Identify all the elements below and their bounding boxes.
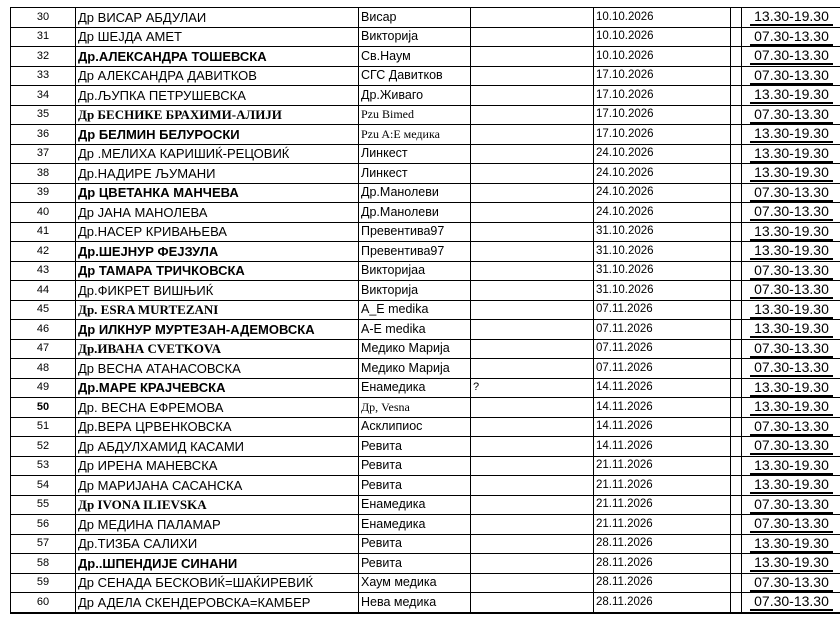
doctor-name: Др ЦВЕТАНКА МАНЧЕВА — [76, 183, 359, 203]
table-row[interactable] — [11, 320, 840, 340]
note-cell — [471, 47, 594, 67]
duty-shift — [742, 66, 840, 86]
row-number: 48 — [11, 359, 76, 379]
schedule-body — [11, 8, 840, 613]
duty-shift-text: 07.30-13.30 — [750, 184, 833, 202]
duty-date: 21.11.2026 — [594, 476, 731, 496]
row-number: 43 — [11, 261, 76, 281]
duty-shift-text: 07.30-13.30 — [750, 203, 833, 221]
note-cell — [471, 495, 594, 515]
spacer-cell — [731, 320, 742, 340]
table-row[interactable] — [11, 417, 840, 437]
doctor-name: Др.ФИКРЕТ ВИШЊИЌ — [76, 281, 359, 301]
row-number: 41 — [11, 222, 76, 242]
spacer-cell — [731, 495, 742, 515]
institution: Енамедика — [359, 515, 471, 535]
institution: Викторија — [359, 281, 471, 301]
duty-date: 28.11.2026 — [594, 534, 731, 554]
duty-date: 17.10.2026 — [594, 105, 731, 125]
note-cell — [471, 534, 594, 554]
note-cell — [471, 437, 594, 457]
duty-shift-text: 13.30-19.30 — [750, 476, 833, 494]
duty-date: 17.10.2026 — [594, 86, 731, 106]
row-number: 36 — [11, 125, 76, 145]
duty-date: 17.10.2026 — [594, 66, 731, 86]
spacer-cell — [731, 222, 742, 242]
doctor-name: Др.ИВАНА CVETKOVA — [76, 339, 359, 359]
row-number: 31 — [11, 27, 76, 47]
note-cell — [471, 417, 594, 437]
spacer-cell — [731, 398, 742, 418]
spacer-cell — [731, 417, 742, 437]
row-number: 59 — [11, 573, 76, 593]
doctor-name: Др..ШПЕНДИЈЕ СИНАНИ — [76, 554, 359, 574]
spacer-cell — [731, 281, 742, 301]
row-number: 52 — [11, 437, 76, 457]
duty-shift — [742, 86, 840, 106]
table-row[interactable] — [11, 66, 840, 86]
doctor-name: Др ТАМАРА ТРИЧКОВСКА — [76, 261, 359, 281]
table-row[interactable] — [11, 47, 840, 67]
duty-shift-text: 07.30-13.30 — [750, 262, 833, 280]
duty-date: 21.11.2026 — [594, 495, 731, 515]
spacer-cell — [731, 554, 742, 574]
duty-shift-text: 07.30-13.30 — [750, 340, 833, 358]
duty-shift — [742, 573, 840, 593]
duty-shift-text: 13.30-19.30 — [750, 164, 833, 182]
duty-shift-text: 13.30-19.30 — [750, 8, 833, 26]
institution: Медико Марија — [359, 339, 471, 359]
table-row[interactable] — [11, 398, 840, 418]
doctor-name: Др.ШЕЈНУР ФЕЈЗУЛА — [76, 242, 359, 262]
institution: Др.Манолеви — [359, 203, 471, 223]
note-cell — [471, 359, 594, 379]
doctor-name: Др БЕСНИКЕ БРАХИМИ-АЛИЈИ — [76, 105, 359, 125]
institution: Pzu Bimed — [359, 105, 471, 125]
note-cell — [471, 593, 594, 613]
institution: СГС Давитков — [359, 66, 471, 86]
duty-date: 07.11.2026 — [594, 359, 731, 379]
duty-date: 31.10.2026 — [594, 281, 731, 301]
duty-shift-text: 07.30-13.30 — [750, 359, 833, 377]
duty-shift — [742, 242, 840, 262]
note-cell — [471, 515, 594, 535]
spacer-cell — [731, 27, 742, 47]
note-cell — [471, 573, 594, 593]
institution: Ревита — [359, 437, 471, 457]
doctor-name: Др.ЉУПКА ПЕТРУШЕВСКА — [76, 86, 359, 106]
institution: Викторијаа — [359, 261, 471, 281]
table-row[interactable] — [11, 242, 840, 262]
doctor-name: Др ВЕСНА АТАНАСОВСКА — [76, 359, 359, 379]
duty-shift — [742, 27, 840, 47]
table-row[interactable] — [11, 339, 840, 359]
institution: Енамедика — [359, 495, 471, 515]
institution: A_E medika — [359, 300, 471, 320]
doctor-name: Др. ВЕСНА ЕФРЕМОВА — [76, 398, 359, 418]
duty-shift — [742, 359, 840, 379]
institution: Ревита — [359, 554, 471, 574]
duty-shift — [742, 261, 840, 281]
spacer-cell — [731, 183, 742, 203]
row-number: 35 — [11, 105, 76, 125]
row-number: 47 — [11, 339, 76, 359]
spacer-cell — [731, 164, 742, 184]
table-row[interactable] — [11, 456, 840, 476]
duty-shift — [742, 183, 840, 203]
duty-shift-text: 13.30-19.30 — [750, 125, 833, 143]
spacer-cell — [731, 47, 742, 67]
note-cell — [471, 456, 594, 476]
row-number: 54 — [11, 476, 76, 496]
duty-date: 31.10.2026 — [594, 222, 731, 242]
duty-shift-text: 13.30-19.30 — [750, 398, 833, 416]
doctor-name: Др. ESRA MURTEZANI — [76, 300, 359, 320]
duty-shift — [742, 47, 840, 67]
doctor-name: Др IVONA ILIEVSKA — [76, 495, 359, 515]
spacer-cell — [731, 437, 742, 457]
duty-shift-text: 07.30-13.30 — [750, 515, 833, 533]
row-number: 40 — [11, 203, 76, 223]
institution: Линкест — [359, 144, 471, 164]
table-row[interactable] — [11, 495, 840, 515]
duty-date: 28.11.2026 — [594, 573, 731, 593]
row-number: 56 — [11, 515, 76, 535]
spacer-cell — [731, 456, 742, 476]
duty-date: 14.11.2026 — [594, 398, 731, 418]
spacer-cell — [731, 339, 742, 359]
duty-shift — [742, 144, 840, 164]
row-number: 57 — [11, 534, 76, 554]
duty-shift — [742, 320, 840, 340]
institution: Pzu A:E медика — [359, 125, 471, 145]
row-number: 51 — [11, 417, 76, 437]
institution: Нева медика — [359, 593, 471, 613]
table-row[interactable] — [11, 203, 840, 223]
duty-date: 10.10.2026 — [594, 27, 731, 47]
duty-shift — [742, 125, 840, 145]
duty-shift-text: 07.30-13.30 — [750, 67, 833, 85]
institution: Медико Марија — [359, 359, 471, 379]
institution: Др, Vesna — [359, 398, 471, 418]
duty-shift — [742, 222, 840, 242]
table-row[interactable] — [11, 144, 840, 164]
table-row[interactable] — [11, 8, 840, 28]
duty-shift — [742, 164, 840, 184]
duty-date: 21.11.2026 — [594, 456, 731, 476]
doctor-name: Др.МАРЕ КРАЈЧЕВСКА — [76, 378, 359, 398]
duty-shift — [742, 105, 840, 125]
note-cell — [471, 554, 594, 574]
spacer-cell — [731, 476, 742, 496]
institution: А-Е medika — [359, 320, 471, 340]
institution: Асклипиос — [359, 417, 471, 437]
note-cell — [471, 105, 594, 125]
duty-shift-text: 13.30-19.30 — [750, 320, 833, 338]
spacer-cell — [731, 300, 742, 320]
duty-shift — [742, 515, 840, 535]
duty-shift-text: 07.30-13.30 — [750, 574, 833, 592]
institution: Хаум медика — [359, 573, 471, 593]
row-number: 55 — [11, 495, 76, 515]
table-row[interactable] — [11, 281, 840, 301]
doctor-name: Др .МЕЛИХА КАРИШИЌ-РЕЦОВИЌ — [76, 144, 359, 164]
row-number: 45 — [11, 300, 76, 320]
row-number: 32 — [11, 47, 76, 67]
row-number: 34 — [11, 86, 76, 106]
duty-date: 10.10.2026 — [594, 8, 731, 28]
duty-shift-text: 07.30-13.30 — [750, 437, 833, 455]
row-number: 44 — [11, 281, 76, 301]
doctor-name: Др.ТИЗБА САЛИХИ — [76, 534, 359, 554]
doctor-name: Др СЕНАДА БЕСКОВИЌ=ШАЌИРЕВИЌ — [76, 573, 359, 593]
duty-date: 28.11.2026 — [594, 593, 731, 613]
institution: Др.Манолеви — [359, 183, 471, 203]
note-cell — [471, 320, 594, 340]
duty-shift — [742, 437, 840, 457]
table-row[interactable] — [11, 515, 840, 535]
table-row[interactable] — [11, 476, 840, 496]
duty-shift — [742, 398, 840, 418]
note-cell — [471, 164, 594, 184]
spacer-cell — [731, 144, 742, 164]
note-cell — [471, 398, 594, 418]
duty-shift — [742, 8, 840, 28]
duty-date: 07.11.2026 — [594, 339, 731, 359]
duty-shift-text: 13.30-19.30 — [750, 554, 833, 572]
doctor-name: Др.ВЕРА ЦРВЕНКОВСКА — [76, 417, 359, 437]
duty-shift — [742, 554, 840, 574]
table-row[interactable] — [11, 261, 840, 281]
spacer-cell — [731, 378, 742, 398]
row-number: 33 — [11, 66, 76, 86]
table-row[interactable] — [11, 105, 840, 125]
note-cell — [471, 27, 594, 47]
spacer-cell — [731, 105, 742, 125]
note-cell — [471, 144, 594, 164]
spacer-cell — [731, 8, 742, 28]
duty-shift — [742, 593, 840, 613]
note-cell — [471, 300, 594, 320]
table-row[interactable] — [11, 222, 840, 242]
table-row[interactable] — [11, 593, 840, 613]
note-cell — [471, 86, 594, 106]
table-row[interactable] — [11, 359, 840, 379]
institution: Превентива97 — [359, 242, 471, 262]
table-row[interactable] — [11, 378, 840, 398]
doctor-name: Др.НАДИРЕ ЉУМАНИ — [76, 164, 359, 184]
duty-date: 17.10.2026 — [594, 125, 731, 145]
institution: Ревита — [359, 456, 471, 476]
spacer-cell — [731, 242, 742, 262]
institution: Др.Живаго — [359, 86, 471, 106]
schedule-table — [10, 7, 840, 614]
duty-shift-text: 07.30-13.30 — [750, 593, 833, 611]
row-number: 39 — [11, 183, 76, 203]
table-row[interactable] — [11, 573, 840, 593]
duty-shift-text: 07.30-13.30 — [750, 47, 833, 65]
duty-shift-text: 13.30-19.30 — [750, 535, 833, 553]
row-number: 53 — [11, 456, 76, 476]
duty-shift — [742, 300, 840, 320]
table-row[interactable] — [11, 164, 840, 184]
table-row[interactable] — [11, 27, 840, 47]
doctor-name: Др ВИСАР АБДУЛАИ — [76, 8, 359, 28]
doctor-name: Др АЛЕКСАНДРА ДАВИТКОВ — [76, 66, 359, 86]
spacer-cell — [731, 573, 742, 593]
institution: Превентива97 — [359, 222, 471, 242]
spacer-cell — [731, 359, 742, 379]
note-cell — [471, 66, 594, 86]
duty-shift-text: 13.30-19.30 — [750, 379, 833, 397]
duty-shift — [742, 378, 840, 398]
doctor-name: Др БЕЛМИН БЕЛУРОСКИ — [76, 125, 359, 145]
duty-shift — [742, 534, 840, 554]
duty-date: 14.11.2026 — [594, 378, 731, 398]
duty-shift-text: 13.30-19.30 — [750, 301, 833, 319]
duty-shift-text: 13.30-19.30 — [750, 457, 833, 475]
duty-date: 14.11.2026 — [594, 417, 731, 437]
institution: Енамедика — [359, 378, 471, 398]
row-number: 60 — [11, 593, 76, 613]
duty-shift-text: 13.30-19.30 — [750, 86, 833, 104]
table-row[interactable] — [11, 125, 840, 145]
table-row[interactable] — [11, 534, 840, 554]
note-cell — [471, 242, 594, 262]
table-row[interactable] — [11, 300, 840, 320]
duty-shift — [742, 495, 840, 515]
spacer-cell — [731, 203, 742, 223]
duty-date: 24.10.2026 — [594, 144, 731, 164]
note-cell — [471, 203, 594, 223]
institution: Ревита — [359, 476, 471, 496]
duty-date: 14.11.2026 — [594, 437, 731, 457]
duty-shift — [742, 281, 840, 301]
row-number: 50 — [11, 398, 76, 418]
duty-date: 07.11.2026 — [594, 320, 731, 340]
duty-date: 31.10.2026 — [594, 242, 731, 262]
doctor-name: Др.АЛЕКСАНДРА ТОШЕВСКА — [76, 47, 359, 67]
duty-shift-text: 13.30-19.30 — [750, 223, 833, 241]
spacer-cell — [731, 593, 742, 613]
spacer-cell — [731, 515, 742, 535]
duty-shift — [742, 456, 840, 476]
duty-date: 10.10.2026 — [594, 47, 731, 67]
doctor-name: Др МАРИЈАНА САСАНСКА — [76, 476, 359, 496]
doctor-name: Др АДЕЛА СКЕНДЕРОВСКА=КАМБЕР — [76, 593, 359, 613]
table-row[interactable] — [11, 437, 840, 457]
doctor-name: Др АБДУЛХАМИД КАСАМИ — [76, 437, 359, 457]
row-number: 38 — [11, 164, 76, 184]
duty-shift-text: 13.30-19.30 — [750, 145, 833, 163]
row-number: 30 — [11, 8, 76, 28]
duty-shift — [742, 417, 840, 437]
note-cell — [471, 8, 594, 28]
duty-date: 21.11.2026 — [594, 515, 731, 535]
row-number: 42 — [11, 242, 76, 262]
duty-date: 24.10.2026 — [594, 203, 731, 223]
duty-shift — [742, 203, 840, 223]
duty-date: 28.11.2026 — [594, 554, 731, 574]
institution: Линкест — [359, 164, 471, 184]
duty-shift-text: 07.30-13.30 — [750, 418, 833, 436]
duty-shift-text: 07.30-13.30 — [750, 28, 833, 46]
institution: Св.Наум — [359, 47, 471, 67]
institution: Висар — [359, 8, 471, 28]
row-number: 58 — [11, 554, 76, 574]
duty-date: 31.10.2026 — [594, 261, 731, 281]
duty-shift — [742, 476, 840, 496]
note-cell: ? — [471, 378, 594, 398]
note-cell — [471, 261, 594, 281]
duty-shift-text: 07.30-13.30 — [750, 496, 833, 514]
table-row[interactable] — [11, 86, 840, 106]
doctor-name: Др МЕДИНА ПАЛАМАР — [76, 515, 359, 535]
duty-shift-text: 07.30-13.30 — [750, 106, 833, 124]
institution: Викторија — [359, 27, 471, 47]
doctor-name: Др.НАСЕР КРИВАЊЕВА — [76, 222, 359, 242]
duty-shift-text: 13.30-19.30 — [750, 242, 833, 260]
note-cell — [471, 222, 594, 242]
spacer-cell — [731, 66, 742, 86]
spacer-cell — [731, 534, 742, 554]
note-cell — [471, 281, 594, 301]
row-number: 46 — [11, 320, 76, 340]
doctor-name: Др ЈАНА МАНОЛЕВА — [76, 203, 359, 223]
row-number: 49 — [11, 378, 76, 398]
duty-date: 24.10.2026 — [594, 183, 731, 203]
spacer-cell — [731, 86, 742, 106]
note-cell — [471, 183, 594, 203]
doctor-name: Др ИРЕНА МАНЕВСКА — [76, 456, 359, 476]
duty-shift-text: 07.30-13.30 — [750, 281, 833, 299]
note-cell — [471, 125, 594, 145]
doctor-name: Др ИЛКНУР МУРТЕЗАН-АДЕМОВСКА — [76, 320, 359, 340]
table-row[interactable] — [11, 183, 840, 203]
duty-shift — [742, 339, 840, 359]
duty-date: 07.11.2026 — [594, 300, 731, 320]
spacer-cell — [731, 125, 742, 145]
table-row[interactable] — [11, 554, 840, 574]
duty-date: 24.10.2026 — [594, 164, 731, 184]
note-cell — [471, 476, 594, 496]
doctor-name: Др ШЕЈДА АМЕТ — [76, 27, 359, 47]
spacer-cell — [731, 261, 742, 281]
note-cell — [471, 339, 594, 359]
row-number: 37 — [11, 144, 76, 164]
institution: Ревита — [359, 534, 471, 554]
